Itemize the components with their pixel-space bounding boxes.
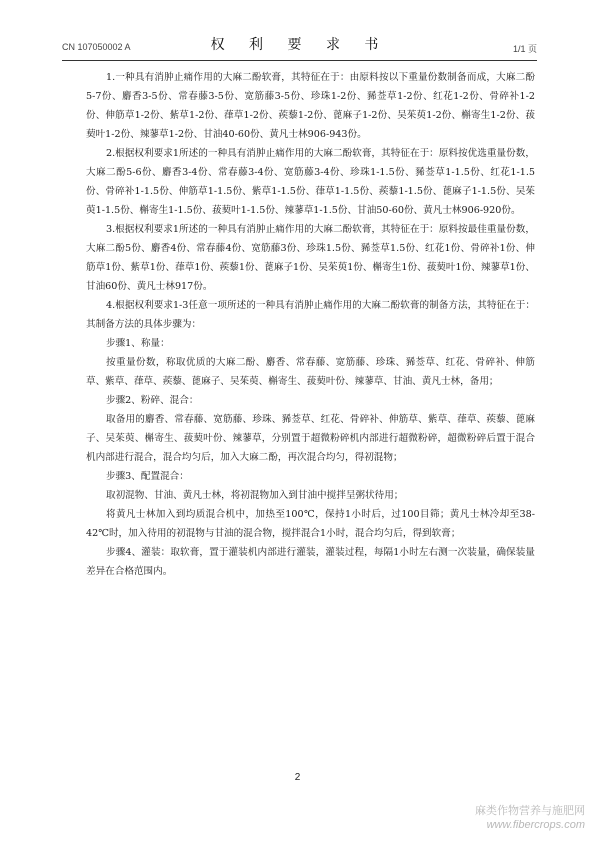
watermark-url: www.fibercrops.com: [486, 819, 585, 831]
watermark-title: 麻类作物营养与施肥网: [475, 805, 585, 817]
step-2-text: 取备用的麝香、常春藤、宽筋藤、珍珠、豨莶草、红花、骨碎补、伸筋草、紫草、葎草、蒺藜、蓖麻子、吴茱萸、槲寄生、菝葜叶份、辣蓼草，分别置于超微粉碎机内部进行超微粉碎，超微粉碎后置于混合机内部进行混合，混合均匀后，加入大麻二酚，再次混合均匀，得初混物；: [86, 414, 535, 463]
step-3-heading: 步骤3、配置混合：: [106, 471, 189, 482]
claim-4: 4.根据权利要求1-3任意一项所述的一种具有消肿止痛作用的大麻二酚软膏的制备方法，其特征在于：其制备方法的具体步骤为：: [86, 300, 535, 330]
document-number: CN 107050002 A: [62, 42, 131, 52]
step-4-text: 步骤4、灌装：取软膏，置于灌装机内部进行灌装，灌装过程，每隔1小时左右测一次装量，确保装量差异在合格范围内。: [86, 547, 535, 577]
page-indicator: 1/1 页: [512, 44, 537, 54]
step-1-heading: 步骤1、称量：: [106, 338, 170, 349]
claim-2: 2.根据权利要求1所述的一种具有消肿止痛作用的大麻二酚软膏，其特征在于：原料按优选重量份数，大麻二酚5-6份、麝香3-4份、常春藤3-4份、宽筋藤3-4份、珍珠1-1.5份、豨莶草1-1.5份、红花1-1.5份、骨碎补1-1.5份、伸筋草1-1.5份、紫草1-1.5份、葎草1-1.5份、蒺藜1-1.5份、蓖麻子1-1.5份、吴茱萸1-1.5份、槲寄生1-1.5份、菝葜叶1-1.5份、辣蓼草1-1.5份、甘油50-60份、黄凡士林906-920份。: [86, 148, 535, 216]
claims-body: [86, 68, 535, 581]
site-watermark: [475, 804, 585, 832]
document-title: 权 利 要 求 书: [210, 37, 389, 53]
step-2-heading: 步骤2、粉碎、混合：: [106, 395, 199, 406]
claim-1: 1.一种具有消肿止痛作用的大麻二酚软膏，其特征在于：由原料按以下重量份数制备而成，大麻二酚5-7份、麝香3-5份、常春藤3-5份、宽筋藤3-5份、珍珠1-2份、豨莶草1-2份、红花1-2份、骨碎补1-2份、伸筋草1-2份、紫草1-2份、葎草1-2份、蒺藜1-2份、蓖麻子1-2份、吴茱萸1-2份、槲寄生1-2份、菝葜叶1-2份、辣蓼草1-2份、甘油40-60份、黄凡士林906-943份。: [86, 72, 535, 140]
header-divider: [62, 60, 537, 61]
claim-3: 3.根据权利要求1所述的一种具有消肿止痛作用的大麻二酚软膏，其特征在于：原料按最佳重量份数，大麻二酚5份、麝香4份、常春藤4份、宽筋藤3份、珍珠1.5份、豨莶草1.5份、红花1份、骨碎补1份、伸筋草1份、紫草1份、葎草1份、蒺藜1份、蓖麻子1份、吴茱萸1份、槲寄生1份、菝葜叶1份、辣蓼草1份、甘油60份、黄凡士林917份。: [86, 224, 535, 292]
page-header: [62, 34, 537, 60]
step-1-text: 按重量份数，称取优质的大麻二酚、麝香、常春藤、宽筋藤、珍珠、豨莶草、红花、骨碎补、伸筋草、紫草、葎草、蒺藜、蓖麻子、吴茱萸、槲寄生、菝葜叶份、辣蓼草、甘油、黄凡士林，备用；: [86, 357, 535, 387]
step-3-text-a: 取初混物、甘油、黄凡士林，将初混物加入到甘油中搅拌呈粥状待用；: [106, 490, 404, 501]
step-3-text-b: 将黄凡士林加入到均质混合机中，加热至100℃，保持1小时后，过100目筛；黄凡士林冷却至38-42℃时，加入待用的初混物与甘油的混合物，搅拌混合1小时，混合均匀后，得到软膏；: [86, 509, 535, 539]
page-number: 2: [294, 772, 301, 783]
